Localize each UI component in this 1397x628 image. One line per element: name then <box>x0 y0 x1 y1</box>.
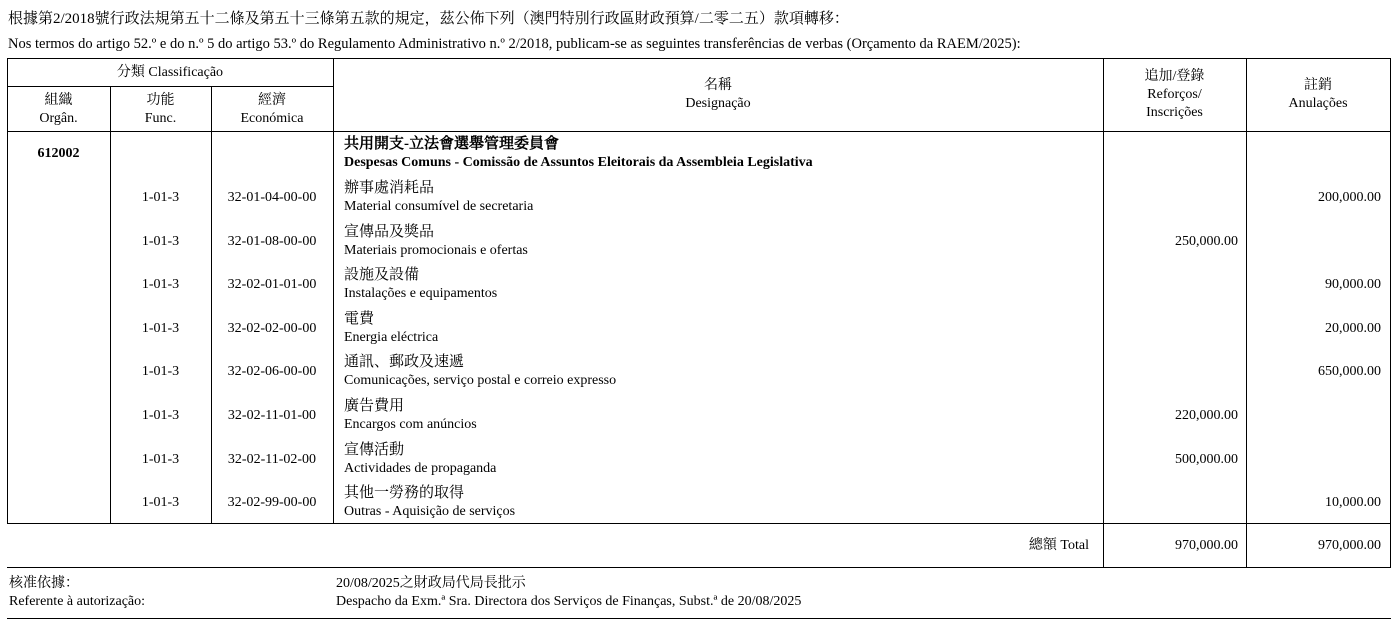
row-name-pt: Instalações e equipamentos <box>344 286 498 301</box>
reinforce-header-pt2: Inscrições <box>1146 105 1203 120</box>
designation-header-pt: Designação <box>685 96 751 111</box>
row-econ: 32-01-04-00-00 <box>227 190 317 205</box>
intro-portuguese: Nos termos do artigo 52.º e do n.º 5 do artigo 53.º do Regulamento Administrativo n.º 2/2018, publicam-se as seguintes transferências de verbas (Orçamento da RAEM/2025): <box>8 36 1021 52</box>
row-func: 1-01-3 <box>141 452 180 467</box>
row-func: 1-01-3 <box>141 495 180 510</box>
row-cancel: 650,000.00 <box>1318 364 1381 379</box>
row-name-pt: Outras - Aquisição de serviços <box>344 504 516 519</box>
row-func: 1-01-3 <box>141 364 180 379</box>
cancel-header-pt: Anulações <box>1288 96 1348 111</box>
row-name-zh: 電費 <box>344 311 375 327</box>
row-name-zh: 宣傳活動 <box>344 442 405 458</box>
cancel-header-zh: 註銷 <box>1304 78 1332 93</box>
row-cancel: 90,000.00 <box>1325 277 1381 292</box>
econ-header-pt: Económica <box>240 111 304 126</box>
group-name-zh: 共用開支-立法會選舉管理委員會 <box>344 136 559 152</box>
row-cancel: 200,000.00 <box>1318 190 1381 205</box>
row-name-zh: 通訊、郵政及速遞 <box>344 354 465 370</box>
row-reinforce: 250,000.00 <box>1175 234 1238 249</box>
classification-header: 分類 Classificação <box>116 65 224 80</box>
authorization-label-pt: Referente à autorização: <box>9 594 146 609</box>
total-reinforce: 970,000.00 <box>1175 538 1238 553</box>
organ-header-pt: Orgân. <box>39 111 78 126</box>
row-func: 1-01-3 <box>141 277 180 292</box>
row-name-pt: Energia eléctrica <box>344 330 439 345</box>
func-header-zh: 功能 <box>146 93 175 108</box>
row-name-pt: Encargos com anúncios <box>344 417 477 432</box>
row-func: 1-01-3 <box>141 190 180 205</box>
row-name-pt: Actividades de propaganda <box>344 461 497 476</box>
row-name-zh: 其他一勞務的取得 <box>344 485 465 501</box>
row-func: 1-01-3 <box>141 321 180 336</box>
row-cancel: 20,000.00 <box>1325 321 1381 336</box>
row-name-pt: Material consumível de secretaria <box>344 199 534 214</box>
row-econ: 32-02-06-00-00 <box>227 364 317 379</box>
row-name-zh: 設施及設備 <box>344 267 420 283</box>
reinforce-header-pt1: Reforços/ <box>1147 87 1202 102</box>
row-func: 1-01-3 <box>141 234 180 249</box>
total-cancel: 970,000.00 <box>1318 538 1381 553</box>
row-name-zh: 宣傳品及獎品 <box>344 224 435 240</box>
row-name-pt: Comunicações, serviço postal e correio expresso <box>344 373 617 388</box>
authorization-value-pt: Despacho da Exm.ª Sra. Directora dos Serviços de Finanças, Subst.ª de 20/08/2025 <box>336 594 802 609</box>
row-econ: 32-02-01-01-00 <box>227 277 317 292</box>
row-name-pt: Materiais promocionais e ofertas <box>344 243 528 258</box>
econ-header-zh: 經濟 <box>258 93 286 108</box>
row-econ: 32-01-08-00-00 <box>227 234 317 249</box>
organ-code: 612002 <box>37 146 80 161</box>
authorization-label-zh: 核准依據： <box>9 576 79 591</box>
row-func: 1-01-3 <box>141 408 180 423</box>
intro-chinese: 根據第2/2018號行政法規第五十二條及第五十三條第五款的規定，茲公佈下列（澳門特別行政區財政預算/二零二五）款項轉移： <box>8 11 849 27</box>
total-label: 總額 Total <box>1028 538 1089 553</box>
row-econ: 32-02-02-00-00 <box>227 321 317 336</box>
designation-header-zh: 名稱 <box>704 78 732 93</box>
authorization-value-zh: 20/08/2025之財政局代局長批示 <box>336 576 526 591</box>
row-reinforce: 500,000.00 <box>1175 452 1238 467</box>
func-header-pt: Func. <box>144 111 177 126</box>
row-name-zh: 辦事處消耗品 <box>344 180 435 196</box>
row-name-zh: 廣告費用 <box>344 398 405 414</box>
row-econ: 32-02-11-02-00 <box>227 452 317 467</box>
organ-header-zh: 組織 <box>44 93 73 108</box>
row-econ: 32-02-99-00-00 <box>227 495 317 510</box>
group-name-pt: Despesas Comuns - Comissão de Assuntos Eleitorais da Assembleia Legislativa <box>344 155 813 170</box>
row-reinforce: 220,000.00 <box>1175 408 1238 423</box>
row-cancel: 10,000.00 <box>1325 495 1381 510</box>
reinforce-header-zh: 追加/登錄 <box>1144 69 1205 84</box>
row-econ: 32-02-11-01-00 <box>227 408 317 423</box>
